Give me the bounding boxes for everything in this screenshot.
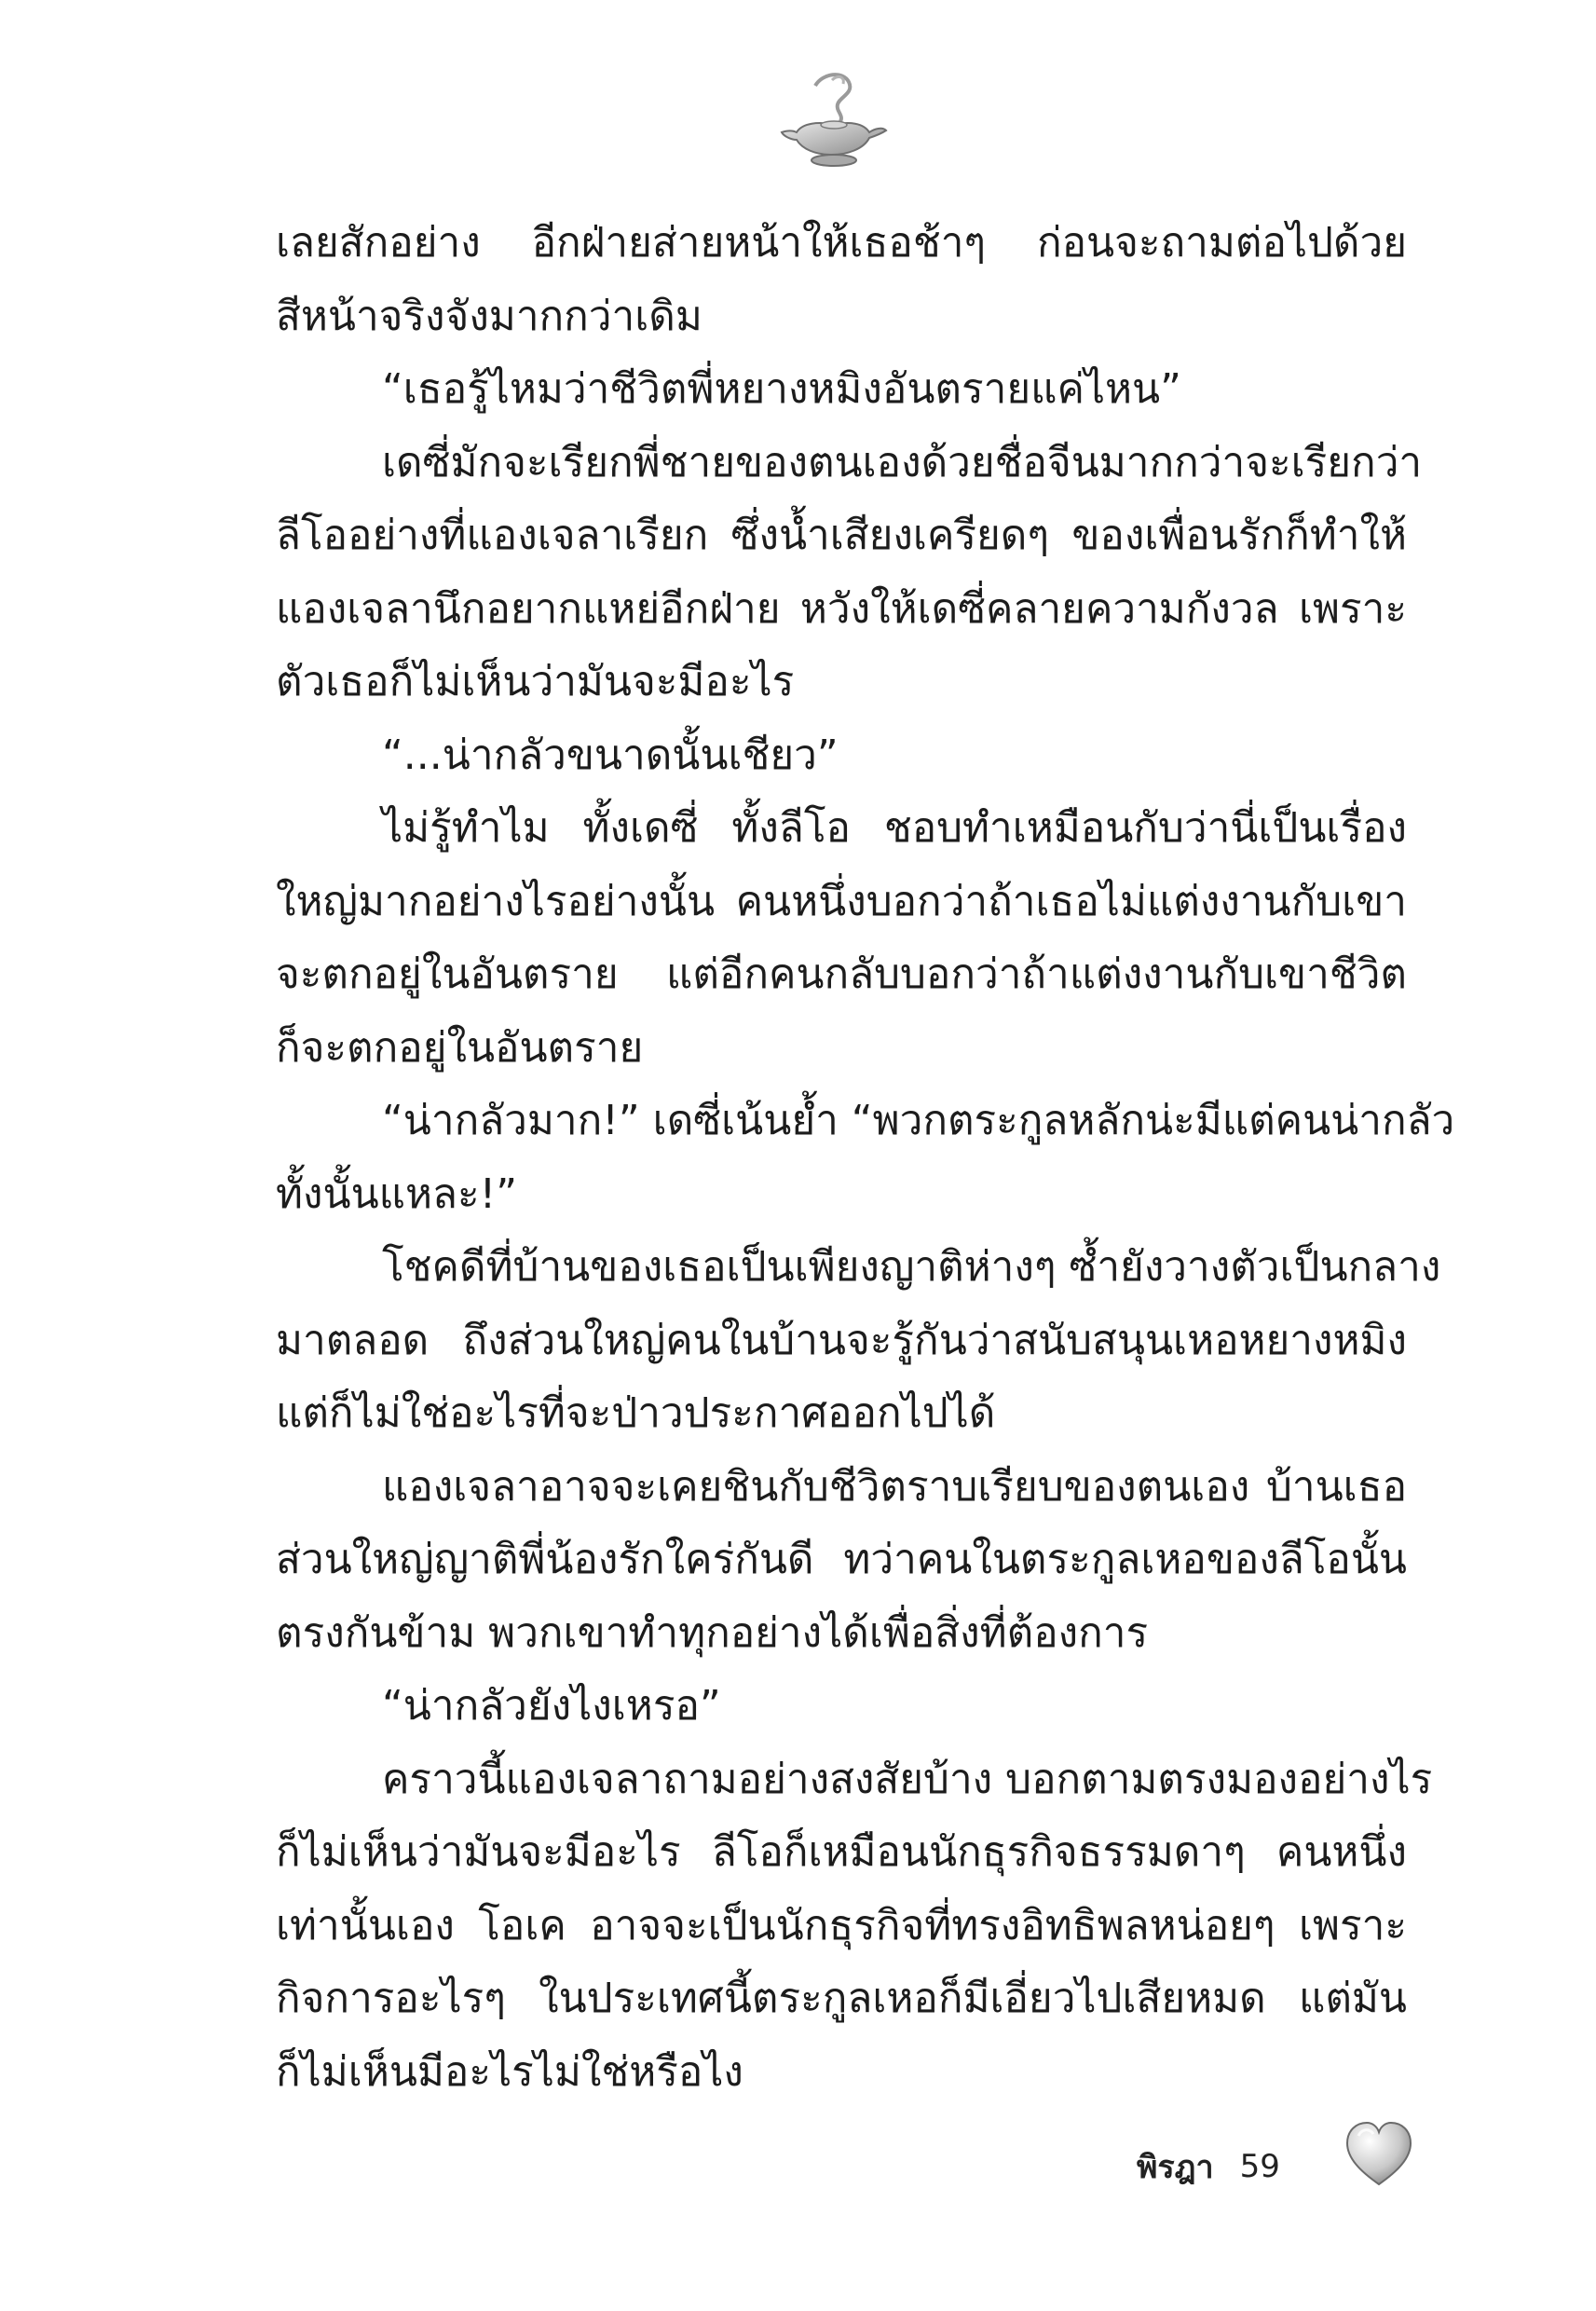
body-text: [276, 207, 1455, 2109]
genie-lamp-icon: [778, 67, 890, 170]
text-line: “น่ากลัวมาก!” เดซี่เน้นย้ำ “พวกตระกูลหลักน่ะมีแต่คนน่ากลัว: [382, 1097, 1455, 1144]
text-line: ตัวเธอก็ไม่เห็นว่ามันจะมีอะไร: [276, 658, 795, 705]
text-line: แองเจลาอาจจะเคยชินกับชีวิตราบเรียบของตนเอง บ้านเธอ: [382, 1462, 1407, 1511]
text-line: เดซี่มักจะเรียกพี่ชายของตนเองด้วยชื่อจีนมากกว่าจะเรียกว่า: [382, 438, 1423, 486]
text-line: ลีโออย่างที่แองเจลาเรียก ซึ่งน้ำเสียงเครียดๆ ของเพื่อนรักก็ทำให้: [276, 512, 1407, 559]
text-line: ใหญ่มากอย่างไรอย่างนั้น คนหนึ่งบอกว่าถ้าเธอไม่แต่งงานกับเขา: [276, 877, 1407, 925]
text-line: เท่านั้นเอง โอเค อาจจะเป็นนักธุรกิจที่ทรงอิทธิพลหน่อยๆ เพราะ: [276, 1901, 1407, 1949]
text-line: สีหน้าจริงจังมากกว่าเดิม: [276, 292, 703, 340]
text-line: แองเจลานึกอยากแหย่อีกฝ่าย หวังให้เดซี่คลายความกังวล เพราะ: [276, 584, 1407, 633]
heart-icon: [1342, 2117, 1416, 2192]
text-line: ส่วนใหญ่ญาติพี่น้องรักใคร่กันดี ทว่าคนในตระกูลเหอของลีโอนั้น: [276, 1536, 1407, 1583]
author-name: พิรฎา: [1137, 2149, 1214, 2186]
page-footer: [1137, 2134, 1280, 2199]
text-line: ก็ไม่เห็นมีอะไรไม่ใช่หรือไง: [276, 2047, 743, 2096]
text-line: กิจการอะไรๆ ในประเทศนี้ตระกูลเหอก็มีเอี่ยวไปเสียหมด แต่มัน: [276, 1975, 1407, 2022]
text-line: “...น่ากลัวขนาดนั้นเชียว”: [382, 731, 839, 779]
text-line: แต่ก็ไม่ใช่อะไรที่จะป่าวประกาศออกไปได้: [276, 1389, 996, 1437]
text-line: ก็จะตกอยู่ในอันตราย: [276, 1023, 644, 1072]
text-line: ไม่รู้ทำไม ทั้งเดซี่ ทั้งลีโอ ชอบทำเหมือนกับว่านี่เป็นเรื่อง: [382, 804, 1407, 852]
text-line: ทั้งนั้นแหละ!”: [276, 1169, 518, 1218]
page-number: 59: [1239, 2148, 1280, 2185]
text-line: “เธอรู้ไหมว่าชีวิตพี่หยางหมิงอันตรายแค่ไหน”: [382, 365, 1181, 413]
text-line: ตรงกันข้าม พวกเขาทำทุกอย่างได้เพื่อสิ่งที่ต้องการ: [276, 1608, 1149, 1657]
text-line: เลยสักอย่าง อีกฝ่ายส่ายหน้าให้เธอช้าๆ ก่อนจะถามต่อไปด้วย: [276, 219, 1407, 267]
text-line: ก็ไม่เห็นว่ามันจะมีอะไร ลีโอก็เหมือนนักธุรกิจธรรมดาๆ คนหนึ่ง: [276, 1828, 1407, 1876]
text-line: โชคดีที่บ้านของเธอเป็นเพียงญาติห่างๆ ซ้ำยังวางตัวเป็นกลาง: [382, 1243, 1441, 1291]
text-line: มาตลอด ถึงส่วนใหญ่คนในบ้านจะรู้กันว่าสนับสนุนเหอหยางหมิง: [276, 1316, 1407, 1364]
text-line: จะตกอยู่ในอันตราย แต่อีกคนกลับบอกว่าถ้าแต่งงานกับเขาชีวิต: [276, 950, 1407, 998]
text-line: “น่ากลัวยังไงเหรอ”: [382, 1682, 721, 1730]
text-line: คราวนี้แองเจลาถามอย่างสงสัยบ้าง บอกตามตรงมองอย่างไร: [382, 1755, 1433, 1803]
